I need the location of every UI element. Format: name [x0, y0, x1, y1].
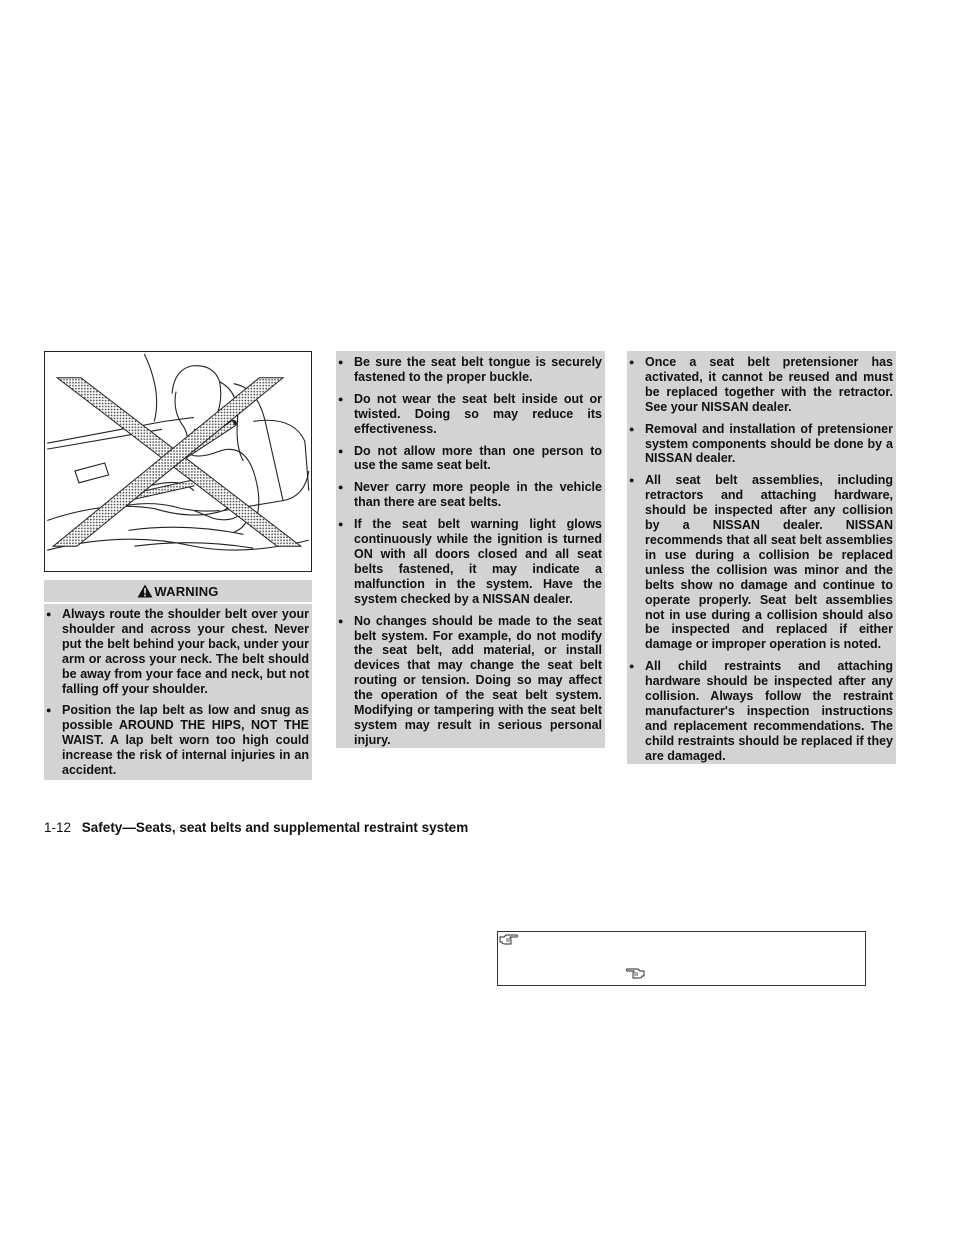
- warning-box: [44, 580, 312, 780]
- warning-list: [44, 604, 312, 778]
- warning-heading: [44, 580, 312, 604]
- list-item: ● If the seat belt warning light glows continuously while the ignition is turned ON with all doors closed and all seat belts fastened, it may indicate a malfunction in the system. Have the system checked by a NISSAN dealer.: [336, 517, 602, 606]
- list-item: ● Never carry more people in the vehicle than there are seat belts.: [336, 480, 602, 510]
- warning-title: WARNING: [154, 583, 219, 599]
- page-footer: [44, 820, 468, 835]
- column-3-list: [627, 351, 896, 764]
- column-2-list: [336, 351, 605, 748]
- column-2-box: [336, 351, 605, 748]
- list-item: ● Removal and installation of pretensioner system components should be done by a NISSAN dealer.: [627, 422, 893, 467]
- column-3-box: [627, 351, 896, 764]
- list-item: ● All child restraints and attaching hardware should be inspected after any collision. Always follow the restraint manufacturer's inspection instructions and replacement recommendations. The child restraints should be replaced if they are damaged.: [627, 659, 893, 763]
- pointing-hand-icon: [499, 934, 519, 946]
- list-item: ● Once a seat belt pretensioner has activated, it cannot be reused and must be replaced together with the retractor. See your NISSAN dealer.: [627, 355, 893, 415]
- warning-triangle-icon: [137, 584, 153, 598]
- section-title: Safety—Seats, seat belts and supplemental restraint system: [81, 820, 469, 835]
- pointing-hand-icon: [625, 968, 645, 980]
- list-item: ● No changes should be made to the seat belt system. For example, do not modify the seat belt, add material, or install devices that may change the seat belt routing or tension. Doing so may affect the operation of the seat belt system. Modifying or tampering with the seat belt system may result in serious personal injury.: [336, 614, 602, 748]
- list-item: ● All seat belt assemblies, including retractors and attaching hardware, should be inspected after any collision by a NISSAN dealer. NISSAN recommends that all seat belt assemblies in use during a collision be replaced unless the collision was minor and the belts show no damage and continue to operate properly. Seat belt assemblies not in use during a collision should also be inspected and replaced if either damage or improper operation is noted.: [627, 473, 893, 652]
- note-box: [497, 931, 866, 986]
- list-item: ● Do not allow more than one person to use the same seat belt.: [336, 444, 602, 474]
- page-number: 1-12: [44, 820, 72, 835]
- list-item: ● Be sure the seat belt tongue is securely fastened to the proper buckle.: [336, 355, 602, 385]
- seat-belt-illustration: [44, 351, 312, 572]
- list-item: ● Position the lap belt as low and snug as possible AROUND THE HIPS, NOT THE WAIST. A lap belt worn too high could increase the risk of internal injuries in an accident.: [44, 703, 309, 778]
- list-item: ● Always route the shoulder belt over your shoulder and across your chest. Never put the belt behind your back, under your arm or across your neck. The belt should be away from your face and neck, but not falling off your shoulder.: [44, 607, 309, 696]
- list-item: ● Do not wear the seat belt inside out or twisted. Doing so may reduce its effectiveness.: [336, 392, 602, 437]
